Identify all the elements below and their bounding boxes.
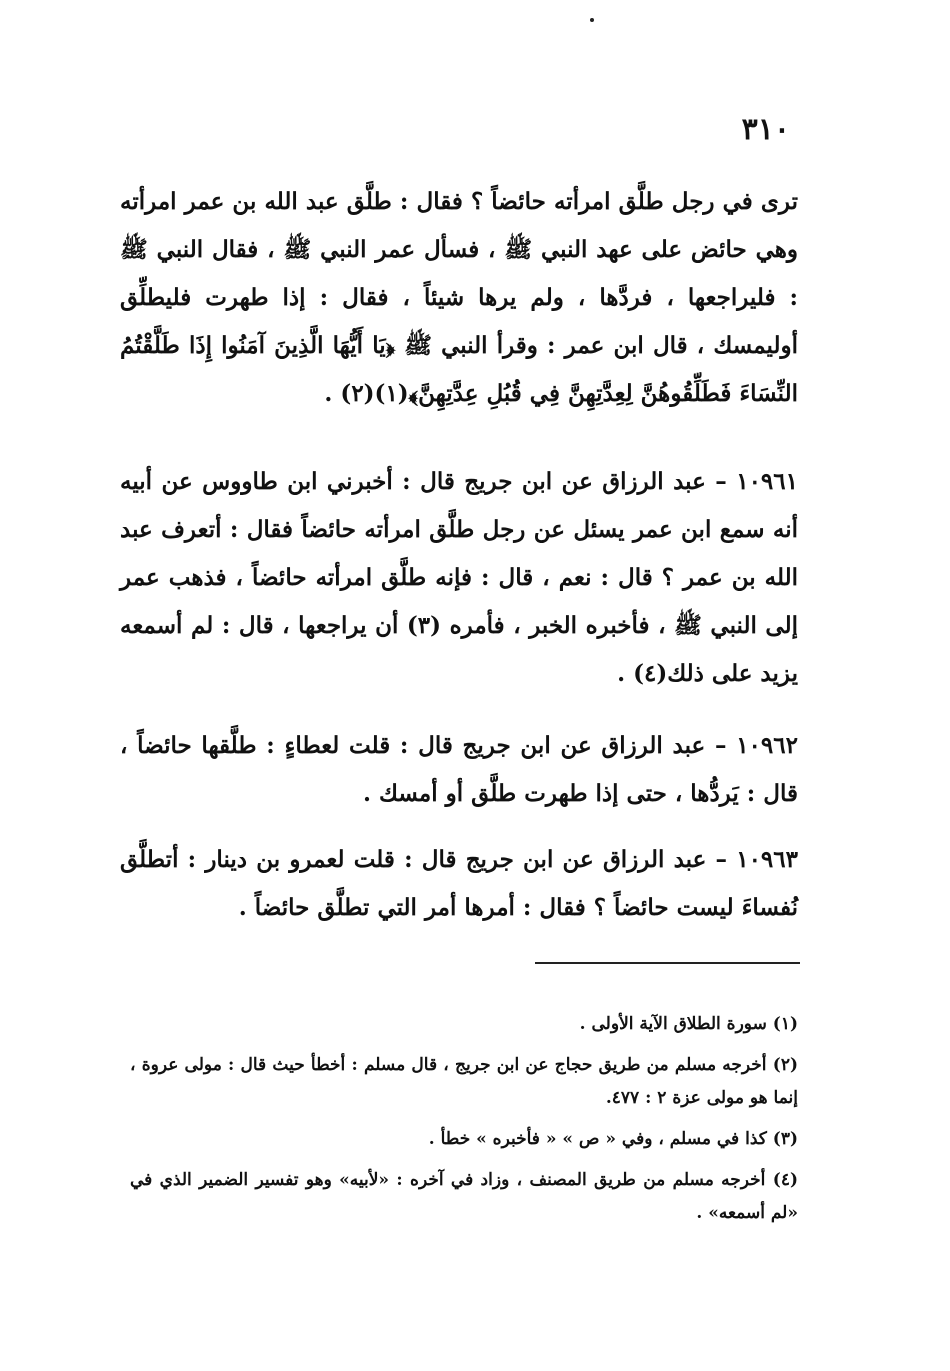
footnote (130, 1049, 798, 1115)
hadith-paragraph (120, 458, 798, 698)
paragraph-text: ترى في رجل طلَّق امرأته حائضاً ؟ فقال : طلَّق عبد الله بن عمر امرأته وهي حائض على عهد النبي ﷺ ، فسأل عمر النبي ﷺ ، فقال النبي ﷺ : فليراجعها ، فردَّها ، ولم يرها شيئاً ، فقال : إذا طهرت فليطلِّق أوليمسك ، قال ابن عمر : وقرأ النبي ﷺ ﴿يَا أَيُّهَا الَّذِينَ آمَنُوا إِذَا طَلَّقْتُمُ النِّسَاءَ فَطَلِّقُوهُنَّ لِعِدَّتِهِنَّ فِي قُبُلِ عِدَّتِهِنَّ﴾(١)(٢) . (120, 188, 798, 407)
footnote-text: أخرجه مسلم من طريق حجاج عن ابن جريج ، قال مسلم : أخطأ حيث قال : مولى عروة ، إنما هو مولى عزة ٢ : ٤٧٧. (130, 1055, 798, 1108)
hadith-number: ١٠٩٦٢ (736, 732, 798, 759)
hadith-paragraph (120, 836, 798, 932)
hadith-number: ١٠٩٦١ (736, 468, 798, 495)
paragraph-continuation (120, 178, 798, 418)
footnote (130, 1123, 798, 1156)
footnote (130, 1008, 798, 1041)
footnote-number: (١) (772, 1014, 798, 1034)
page-mark (590, 18, 594, 22)
footnote-number: (٤) (772, 1170, 798, 1190)
footnotes (130, 1008, 798, 1238)
paragraph-text: – عبد الرزاق عن ابن جريج قال : أخبرني ابن طاووس عن أبيه أنه سمع ابن عمر يسئل عن رجل طلَّق امرأته حائضاً فقال : أتعرف عبد الله بن عمر ؟ قال : نعم ، قال : فإنه طلَّق امرأته حائضاً ، فذهب عمر إلى النبي ﷺ ، فأخبره الخبر ، فأمره (٣) أن يراجعها ، قال : لم أسمعه يزيد على ذلك(٤) . (120, 468, 798, 687)
footnote-text: أخرجه مسلم من طريق المصنف ، وزاد في آخره : «لأبيه» وهو تفسير الضمير الذي في «لم أسمعه» . (130, 1170, 798, 1223)
hadith-paragraph (120, 722, 798, 818)
footnote-number: (٢) (772, 1055, 798, 1075)
hadith-number: ١٠٩٦٣ (736, 846, 798, 873)
footnote-number: (٣) (772, 1129, 798, 1149)
footnote-text: كذا في مسلم ، وفي « ص » « فأخبره » خطأ . (428, 1129, 767, 1149)
footnote (130, 1164, 798, 1230)
paragraph-text: – عبد الرزاق عن ابن جريج قال : قلت لعمرو بن دينار : أتطلَّق نُفساءَ ليست حائضاً ؟ فقال : أمرها أمر التي تطلَّق حائضاً . (120, 846, 798, 921)
footnote-text: سورة الطلاق الآية الأولى . (579, 1014, 767, 1034)
page-number: ٣١٠ (741, 112, 790, 147)
footnote-divider (535, 962, 800, 964)
paragraph-text: – عبد الرزاق عن ابن جريج قال : قلت لعطاءٍ : طلَّقها حائضاً ، قال : يَردُّها ، حتى إذا طهرت طلَّق أو أمسك . (120, 732, 798, 807)
